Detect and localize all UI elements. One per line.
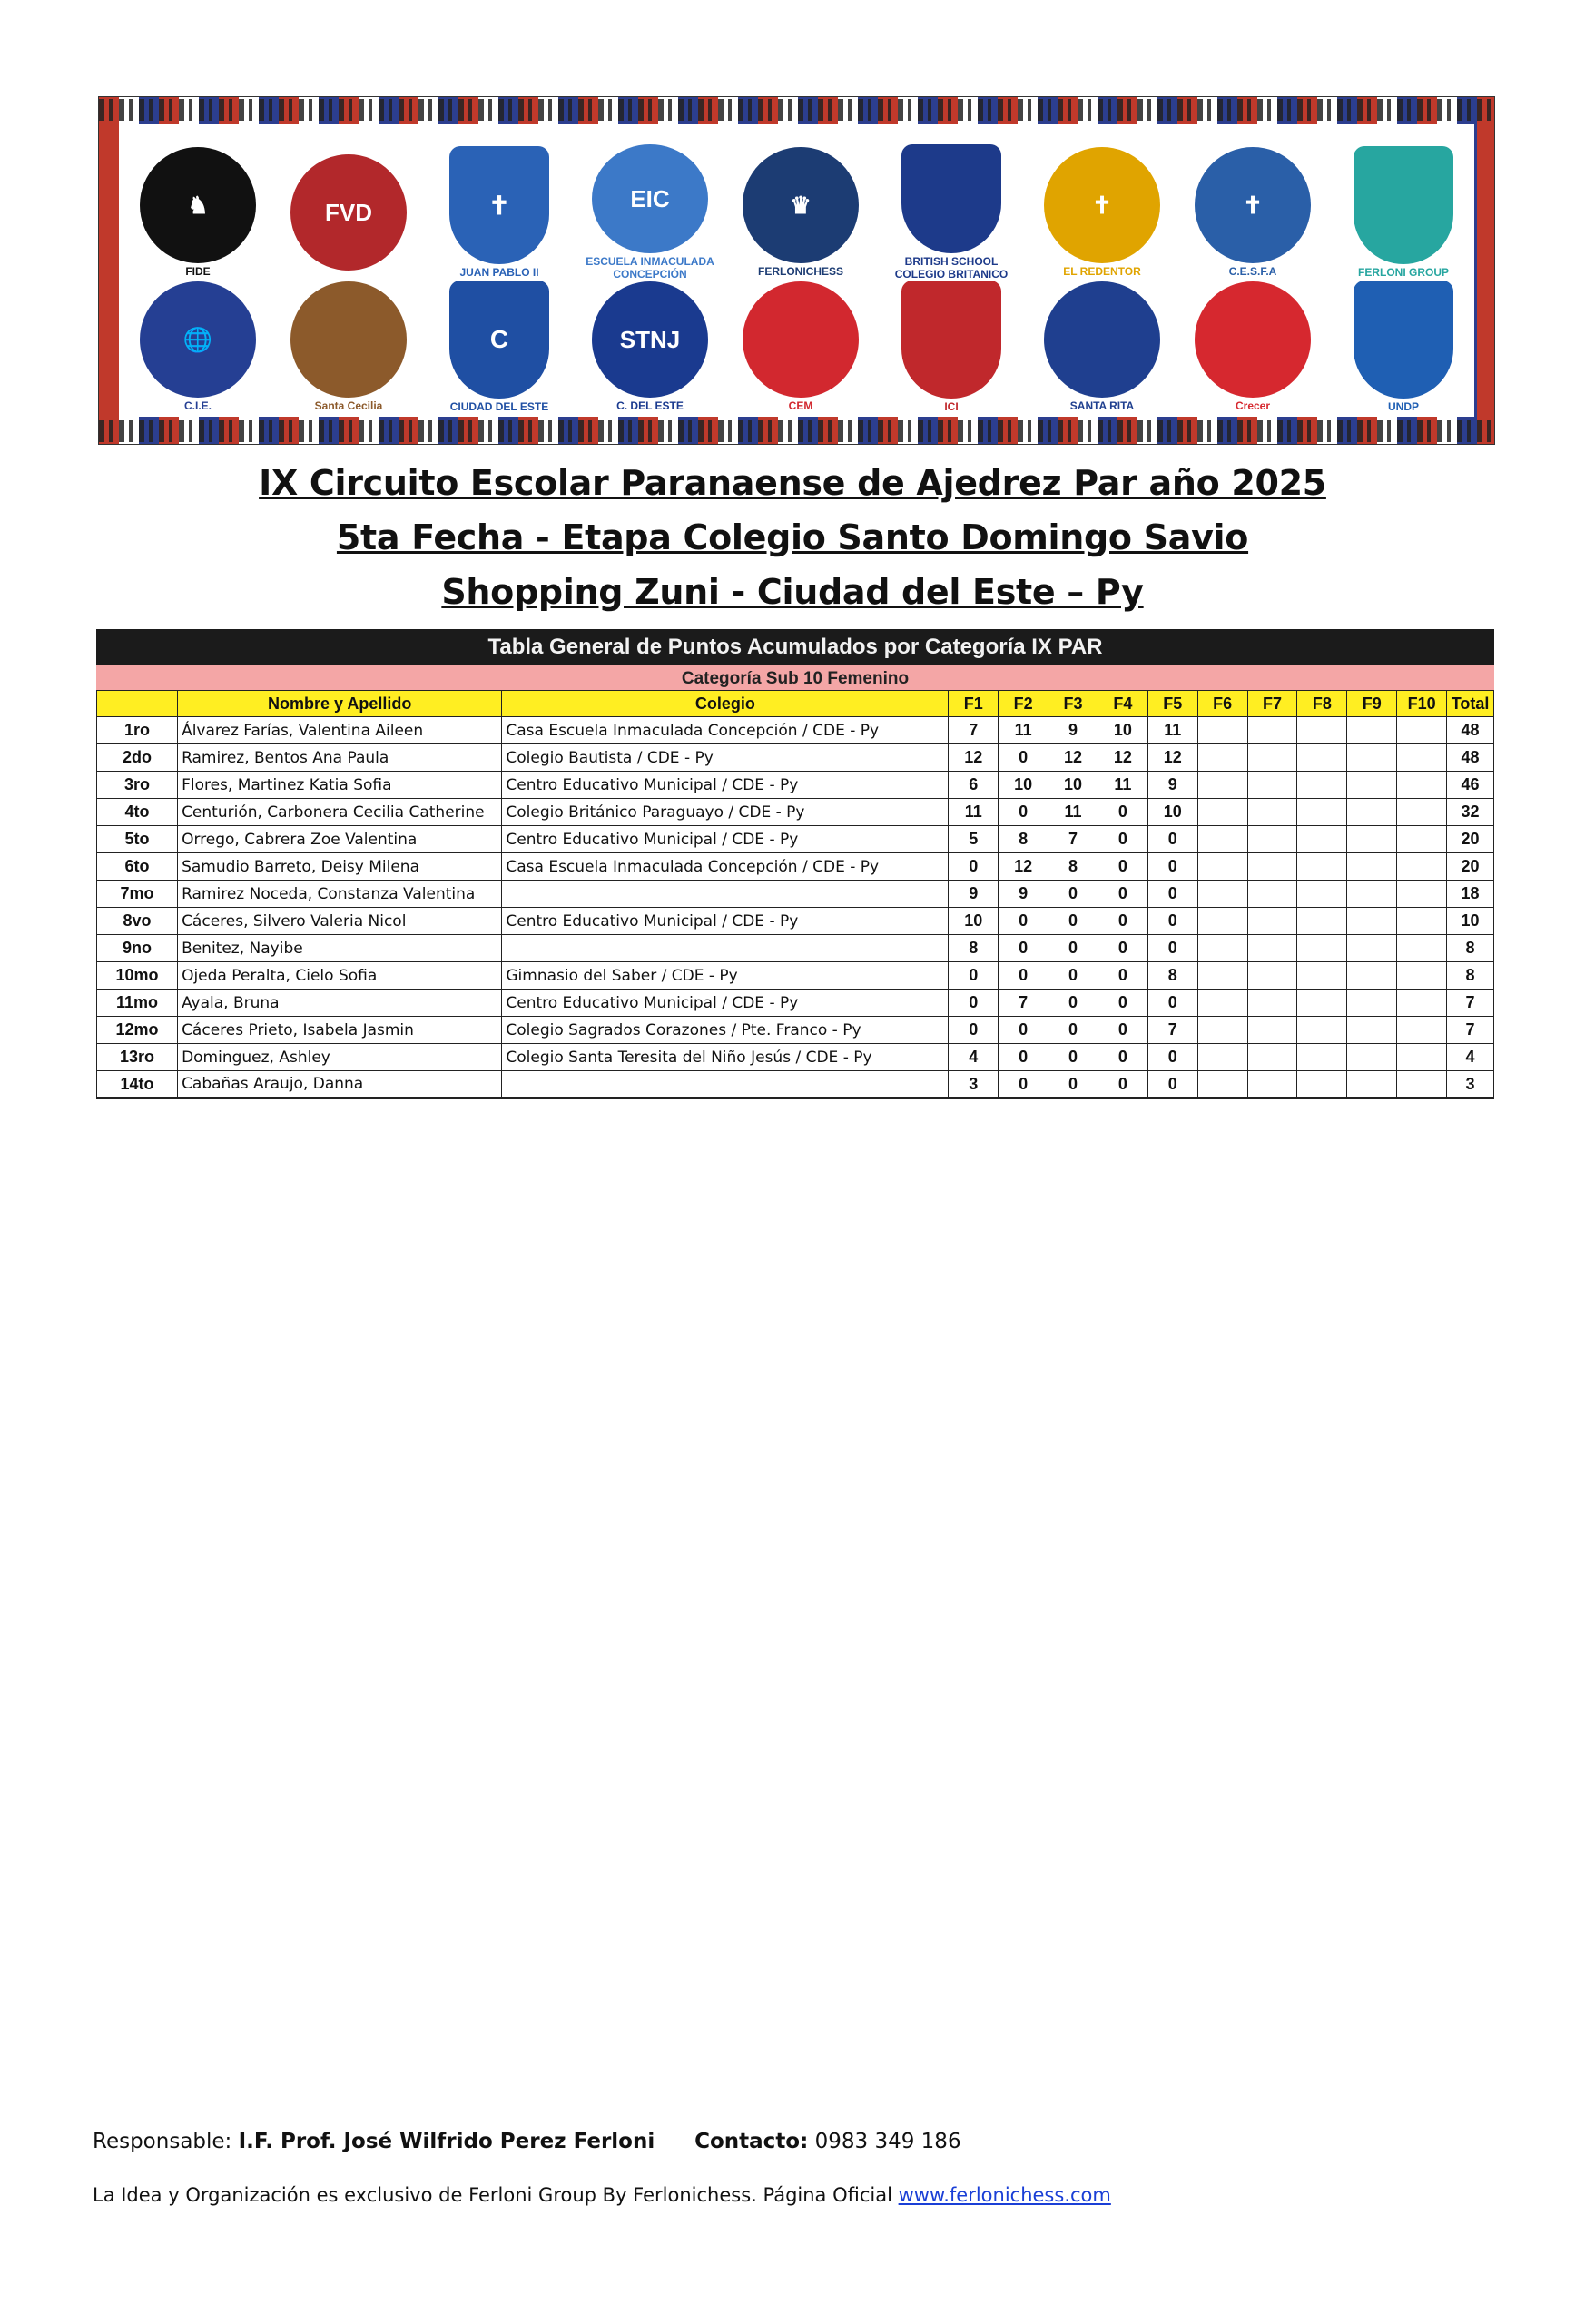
column-header <box>97 691 178 717</box>
round-score-cell <box>1347 1044 1397 1071</box>
round-score-cell: 0 <box>1147 881 1197 908</box>
round-score-cell: 7 <box>1147 1017 1197 1044</box>
school-cell <box>502 1071 949 1098</box>
round-score-cell: 9 <box>1048 717 1098 744</box>
contact-label: Contacto: <box>694 2130 809 2153</box>
round-score-cell <box>1197 772 1247 799</box>
player-name-cell: Ramirez, Bentos Ana Paula <box>178 744 502 772</box>
eic-caption: ESCUELA INMACULADA CONCEPCIÓN <box>586 255 714 281</box>
player-name-cell: Cabañas Araujo, Danna <box>178 1071 502 1098</box>
ici-caption: ICI <box>944 400 959 413</box>
round-score-cell: 0 <box>1147 908 1197 935</box>
fvd-emblem-icon: FVD <box>290 154 407 271</box>
round-score-cell <box>1297 908 1347 935</box>
round-score-cell <box>1397 990 1447 1017</box>
position-cell: 5to <box>97 826 178 853</box>
round-score-cell: 0 <box>1147 1044 1197 1071</box>
logo-ici <box>883 279 1019 415</box>
banner-chess-strip-bottom <box>99 420 1494 442</box>
player-name-cell: Samudio Barreto, Deisy Milena <box>178 853 502 881</box>
school-cell: Centro Educativo Municipal / CDE - Py <box>502 908 949 935</box>
position-cell: 7mo <box>97 881 178 908</box>
round-score-cell: 0 <box>1098 799 1147 826</box>
table-row <box>97 962 1494 990</box>
round-score-cell <box>1247 1071 1297 1098</box>
round-score-cell: 11 <box>1098 772 1147 799</box>
school-cell: Gimnasio del Saber / CDE - Py <box>502 962 949 990</box>
round-score-cell: 0 <box>1048 881 1098 908</box>
santacecilia-caption: Santa Cecilia <box>314 399 383 412</box>
round-score-cell: 0 <box>999 935 1048 962</box>
round-score-cell: 7 <box>1048 826 1098 853</box>
school-cell: Casa Escuela Inmaculada Concepción / CDE - Py <box>502 853 949 881</box>
credit-text: La Idea y Organización es exclusivo de Ferloni Group By Ferlonichess. Página Oficial <box>93 2184 899 2206</box>
round-score-cell <box>1397 1044 1447 1071</box>
round-score-cell <box>1297 1071 1347 1098</box>
round-score-cell: 4 <box>949 1044 999 1071</box>
british-emblem-icon <box>901 144 1001 253</box>
round-score-cell: 5 <box>949 826 999 853</box>
column-header: F1 <box>949 691 999 717</box>
ferlonichess-emblem-icon: ♛ <box>743 147 859 263</box>
school-cell <box>502 881 949 908</box>
table-row <box>97 990 1494 1017</box>
round-score-cell: 9 <box>999 881 1048 908</box>
crecer-caption: CIUDAD DEL ESTE <box>449 400 549 413</box>
column-header: Nombre y Apellido <box>178 691 502 717</box>
round-score-cell <box>1397 908 1447 935</box>
round-score-cell: 0 <box>1098 881 1147 908</box>
round-score-cell <box>1247 826 1297 853</box>
total-cell: 8 <box>1447 935 1494 962</box>
round-score-cell: 8 <box>1147 962 1197 990</box>
school-cell <box>502 935 949 962</box>
round-score-cell: 0 <box>1098 908 1147 935</box>
school-cell: Centro Educativo Municipal / CDE - Py <box>502 990 949 1017</box>
logo-stnj <box>582 279 718 415</box>
round-score-cell: 0 <box>1048 1044 1098 1071</box>
logo-jp2 <box>431 144 567 281</box>
standings-table <box>96 690 1494 1099</box>
round-score-cell <box>1347 772 1397 799</box>
player-name-cell: Ojeda Peralta, Cielo Sofia <box>178 962 502 990</box>
round-score-cell: 0 <box>1048 935 1098 962</box>
round-score-cell: 12 <box>1098 744 1147 772</box>
round-score-cell: 10 <box>1048 772 1098 799</box>
round-score-cell <box>1397 772 1447 799</box>
column-header: F6 <box>1197 691 1247 717</box>
round-score-cell <box>1347 908 1397 935</box>
round-score-cell: 0 <box>999 908 1048 935</box>
round-score-cell <box>1247 1017 1297 1044</box>
round-score-cell <box>1197 799 1247 826</box>
round-score-cell <box>1397 826 1447 853</box>
crecer-emblem-icon: C <box>449 281 549 399</box>
total-cell: 46 <box>1447 772 1494 799</box>
standings-table-block <box>96 629 1494 1099</box>
position-cell: 3ro <box>97 772 178 799</box>
round-score-cell: 0 <box>1048 908 1098 935</box>
table-row <box>97 1044 1494 1071</box>
round-score-cell <box>1197 962 1247 990</box>
school-cell: Centro Educativo Municipal / CDE - Py <box>502 772 949 799</box>
footer-credit-line <box>93 2184 1111 2206</box>
round-score-cell <box>1397 744 1447 772</box>
logo-fide <box>130 144 266 281</box>
santacecilia-emblem-icon <box>290 281 407 398</box>
total-cell: 7 <box>1447 990 1494 1017</box>
logo-santarita <box>1034 279 1170 415</box>
round-score-cell <box>1297 990 1347 1017</box>
contact-phone: 0983 349 186 <box>808 2130 961 2153</box>
column-header: F10 <box>1397 691 1447 717</box>
round-score-cell <box>1247 935 1297 962</box>
total-cell: 32 <box>1447 799 1494 826</box>
logo-santacecilia <box>281 279 417 415</box>
logo-british <box>883 144 1019 281</box>
fide-caption: FIDE <box>185 265 211 278</box>
logo-ferlonichess <box>733 144 869 281</box>
logo-cie <box>130 279 266 415</box>
total-cell: 18 <box>1447 881 1494 908</box>
cem-caption: CEM <box>788 399 813 412</box>
santarita-caption: SANTA RITA <box>1069 399 1135 412</box>
player-name-cell: Flores, Martinez Katia Sofia <box>178 772 502 799</box>
logo-fvd <box>281 144 417 281</box>
round-score-cell <box>1297 772 1347 799</box>
school-cell: Colegio Británico Paraguayo / CDE - Py <box>502 799 949 826</box>
position-cell: 4to <box>97 799 178 826</box>
logo-eic <box>582 144 718 281</box>
school-cell: Colegio Santa Teresita del Niño Jesús / CDE - Py <box>502 1044 949 1071</box>
round-score-cell: 12 <box>1048 744 1098 772</box>
round-score-cell <box>1297 881 1347 908</box>
jp2-emblem-icon: ✝ <box>449 146 549 264</box>
player-name-cell: Benitez, Nayibe <box>178 935 502 962</box>
player-name-cell: Ayala, Bruna <box>178 990 502 1017</box>
round-score-cell: 8 <box>999 826 1048 853</box>
round-score-cell: 0 <box>949 962 999 990</box>
position-cell: 1ro <box>97 717 178 744</box>
round-score-cell <box>1247 744 1297 772</box>
round-score-cell: 12 <box>999 853 1048 881</box>
round-score-cell <box>1197 853 1247 881</box>
round-score-cell: 0 <box>999 1071 1048 1098</box>
player-name-cell: Álvarez Farías, Valentina Aileen <box>178 717 502 744</box>
round-score-cell: 3 <box>949 1071 999 1098</box>
round-score-cell: 0 <box>1048 1071 1098 1098</box>
round-score-cell: 0 <box>999 744 1048 772</box>
undp-emblem-icon <box>1354 281 1453 399</box>
column-header: F4 <box>1098 691 1147 717</box>
round-score-cell: 0 <box>999 962 1048 990</box>
fide-emblem-icon: ♞ <box>140 147 256 263</box>
round-score-cell <box>1247 853 1297 881</box>
round-score-cell: 0 <box>1147 935 1197 962</box>
table-title: Tabla General de Puntos Acumulados por Categoría IX PAR <box>96 629 1494 665</box>
round-score-cell <box>1197 1044 1247 1071</box>
round-score-cell: 0 <box>949 1017 999 1044</box>
round-score-cell: 0 <box>949 853 999 881</box>
round-score-cell: 0 <box>949 990 999 1017</box>
sponsor-banner <box>98 96 1495 445</box>
round-score-cell: 0 <box>1147 826 1197 853</box>
round-score-cell <box>1397 935 1447 962</box>
school-cell: Colegio Bautista / CDE - Py <box>502 744 949 772</box>
round-score-cell <box>1397 799 1447 826</box>
table-row <box>97 908 1494 935</box>
player-name-cell: Cáceres, Silvero Valeria Nicol <box>178 908 502 935</box>
round-score-cell <box>1247 990 1297 1017</box>
table-row <box>97 935 1494 962</box>
round-score-cell <box>1247 799 1297 826</box>
round-score-cell <box>1197 935 1247 962</box>
column-header: F8 <box>1297 691 1347 717</box>
round-score-cell: 0 <box>1048 962 1098 990</box>
round-score-cell: 11 <box>1048 799 1098 826</box>
player-name-cell: Centurión, Carbonera Cecilia Catherine <box>178 799 502 826</box>
round-score-cell <box>1347 935 1397 962</box>
round-score-cell <box>1247 717 1297 744</box>
footer-contact-line <box>93 2130 961 2153</box>
round-score-cell <box>1247 1044 1297 1071</box>
round-score-cell: 0 <box>999 1044 1048 1071</box>
table-row <box>97 1017 1494 1044</box>
total-cell: 20 <box>1447 853 1494 881</box>
event-location: Shopping Zuni - Ciudad del Este – Py <box>441 572 1144 612</box>
position-cell: 13ro <box>97 1044 178 1071</box>
position-cell: 14to <box>97 1071 178 1098</box>
round-score-cell: 11 <box>999 717 1048 744</box>
round-score-cell <box>1347 799 1397 826</box>
position-cell: 11mo <box>97 990 178 1017</box>
school-cell: Centro Educativo Municipal / CDE - Py <box>502 826 949 853</box>
total-cell: 3 <box>1447 1071 1494 1098</box>
round-score-cell <box>1297 799 1347 826</box>
round-score-cell <box>1347 990 1397 1017</box>
round-score-cell <box>1247 772 1297 799</box>
table-row <box>97 826 1494 853</box>
round-score-cell <box>1397 1017 1447 1044</box>
round-score-cell <box>1397 881 1447 908</box>
column-header: Total <box>1447 691 1494 717</box>
ferloni-emblem-icon <box>1354 146 1453 264</box>
round-score-cell: 9 <box>1147 772 1197 799</box>
round-score-cell: 10 <box>949 908 999 935</box>
stnj-emblem-icon: STNJ <box>592 281 708 398</box>
round-score-cell: 0 <box>1098 935 1147 962</box>
round-score-cell <box>1297 826 1347 853</box>
round-score-cell <box>1247 881 1297 908</box>
logo-grid <box>119 124 1474 417</box>
table-row <box>97 799 1494 826</box>
round-score-cell <box>1347 1017 1397 1044</box>
round-score-cell: 0 <box>1147 1071 1197 1098</box>
player-name-cell: Ramirez Noceda, Constanza Valentina <box>178 881 502 908</box>
round-score-cell <box>1297 853 1347 881</box>
round-score-cell <box>1297 1017 1347 1044</box>
table-row <box>97 717 1494 744</box>
round-score-cell: 0 <box>1098 1071 1147 1098</box>
round-score-cell <box>1347 826 1397 853</box>
round-score-cell <box>1397 962 1447 990</box>
round-score-cell: 0 <box>1098 962 1147 990</box>
crecer2-caption: Crecer <box>1235 399 1271 412</box>
logo-crecer <box>431 279 567 415</box>
crecer2-emblem-icon <box>1195 281 1311 398</box>
round-score-cell <box>1347 717 1397 744</box>
round-score-cell: 0 <box>1098 990 1147 1017</box>
round-score-cell: 6 <box>949 772 999 799</box>
round-score-cell <box>1397 717 1447 744</box>
round-score-cell <box>1197 990 1247 1017</box>
table-row <box>97 853 1494 881</box>
round-score-cell: 0 <box>1147 853 1197 881</box>
round-score-cell <box>1297 962 1347 990</box>
round-score-cell: 10 <box>1147 799 1197 826</box>
round-score-cell: 0 <box>1098 826 1147 853</box>
logo-cesfa <box>1185 144 1321 281</box>
logo-cem <box>733 279 869 415</box>
round-score-cell <box>1297 935 1347 962</box>
position-cell: 2do <box>97 744 178 772</box>
round-score-cell: 0 <box>1147 990 1197 1017</box>
ferlonichess-caption: FERLONICHESS <box>757 265 843 278</box>
round-score-cell: 11 <box>1147 717 1197 744</box>
total-cell: 7 <box>1447 1017 1494 1044</box>
santarita-emblem-icon <box>1044 281 1160 398</box>
redentor-caption: EL REDENTOR <box>1063 265 1141 278</box>
category-title: Categoría Sub 10 Femenino <box>96 665 1494 690</box>
event-stage: 5ta Fecha - Etapa Colegio Santo Domingo Savio <box>336 517 1249 557</box>
round-score-cell <box>1247 962 1297 990</box>
official-site-link[interactable]: www.ferlonichess.com <box>898 2184 1111 2206</box>
position-cell: 8vo <box>97 908 178 935</box>
responsible-label: Responsable: <box>93 2130 239 2153</box>
round-score-cell <box>1347 962 1397 990</box>
round-score-cell: 0 <box>999 799 1048 826</box>
table-row <box>97 744 1494 772</box>
round-score-cell <box>1297 1044 1347 1071</box>
cem-emblem-icon <box>743 281 859 398</box>
table-body <box>97 717 1494 1098</box>
total-cell: 8 <box>1447 962 1494 990</box>
table-row <box>97 772 1494 799</box>
table-row <box>97 881 1494 908</box>
round-score-cell <box>1197 826 1247 853</box>
cie-caption: C.I.E. <box>183 399 212 412</box>
table-header-row <box>97 691 1494 717</box>
school-cell: Casa Escuela Inmaculada Concepción / CDE - Py <box>502 717 949 744</box>
total-cell: 10 <box>1447 908 1494 935</box>
round-score-cell <box>1247 908 1297 935</box>
responsible-name: I.F. Prof. José Wilfrido Perez Ferloni <box>238 2130 655 2153</box>
round-score-cell: 11 <box>949 799 999 826</box>
cesfa-caption: C.E.S.F.A <box>1228 265 1277 278</box>
round-score-cell: 0 <box>1098 853 1147 881</box>
logo-crecer2 <box>1185 279 1321 415</box>
round-score-cell: 0 <box>999 1017 1048 1044</box>
undp-caption: UNDP <box>1387 400 1419 413</box>
round-score-cell <box>1347 1071 1397 1098</box>
total-cell: 4 <box>1447 1044 1494 1071</box>
tournament-title: IX Circuito Escolar Paranaense de Ajedrez Par año 2025 <box>259 463 1326 503</box>
column-header: F2 <box>999 691 1048 717</box>
column-header: Colegio <box>502 691 949 717</box>
eic-emblem-icon: EIC <box>592 144 708 253</box>
column-header: F7 <box>1247 691 1297 717</box>
logo-ferloni <box>1335 144 1472 281</box>
round-score-cell <box>1197 744 1247 772</box>
round-score-cell: 8 <box>1048 853 1098 881</box>
round-score-cell <box>1397 853 1447 881</box>
round-score-cell <box>1297 717 1347 744</box>
ici-emblem-icon <box>901 281 1001 399</box>
column-header: F3 <box>1048 691 1098 717</box>
round-score-cell: 0 <box>1098 1017 1147 1044</box>
position-cell: 9no <box>97 935 178 962</box>
position-cell: 6to <box>97 853 178 881</box>
round-score-cell <box>1397 1071 1447 1098</box>
player-name-cell: Orrego, Cabrera Zoe Valentina <box>178 826 502 853</box>
round-score-cell: 10 <box>999 772 1048 799</box>
total-cell: 48 <box>1447 717 1494 744</box>
total-cell: 20 <box>1447 826 1494 853</box>
round-score-cell <box>1347 881 1397 908</box>
player-name-cell: Dominguez, Ashley <box>178 1044 502 1071</box>
ferloni-caption: FERLONI GROUP <box>1357 266 1449 279</box>
round-score-cell <box>1347 853 1397 881</box>
column-header: F9 <box>1347 691 1397 717</box>
stnj-caption: C. DEL ESTE <box>616 399 684 412</box>
round-score-cell: 10 <box>1098 717 1147 744</box>
round-score-cell: 12 <box>949 744 999 772</box>
round-score-cell <box>1197 1071 1247 1098</box>
round-score-cell: 0 <box>1048 990 1098 1017</box>
british-caption: BRITISH SCHOOL COLEGIO BRITANICO <box>894 255 1009 281</box>
round-score-cell: 8 <box>949 935 999 962</box>
logo-redentor <box>1034 144 1170 281</box>
round-score-cell <box>1197 908 1247 935</box>
round-score-cell: 9 <box>949 881 999 908</box>
round-score-cell: 7 <box>999 990 1048 1017</box>
round-score-cell <box>1197 881 1247 908</box>
player-name-cell: Cáceres Prieto, Isabela Jasmin <box>178 1017 502 1044</box>
cie-emblem-icon: 🌐 <box>140 281 256 398</box>
logo-undp <box>1335 279 1472 415</box>
round-score-cell <box>1347 744 1397 772</box>
round-score-cell: 0 <box>1048 1017 1098 1044</box>
redentor-emblem-icon: ✝ <box>1044 147 1160 263</box>
round-score-cell <box>1297 744 1347 772</box>
table-row <box>97 1071 1494 1098</box>
jp2-caption: JUAN PABLO II <box>459 266 539 279</box>
banner-chess-strip-top <box>99 99 1494 121</box>
round-score-cell <box>1197 717 1247 744</box>
total-cell: 48 <box>1447 744 1494 772</box>
school-cell: Colegio Sagrados Corazones / Pte. Franco - Py <box>502 1017 949 1044</box>
position-cell: 10mo <box>97 962 178 990</box>
cesfa-emblem-icon: ✝ <box>1195 147 1311 263</box>
round-score-cell <box>1197 1017 1247 1044</box>
round-score-cell: 12 <box>1147 744 1197 772</box>
round-score-cell: 0 <box>1098 1044 1147 1071</box>
round-score-cell: 7 <box>949 717 999 744</box>
position-cell: 12mo <box>97 1017 178 1044</box>
column-header: F5 <box>1147 691 1197 717</box>
